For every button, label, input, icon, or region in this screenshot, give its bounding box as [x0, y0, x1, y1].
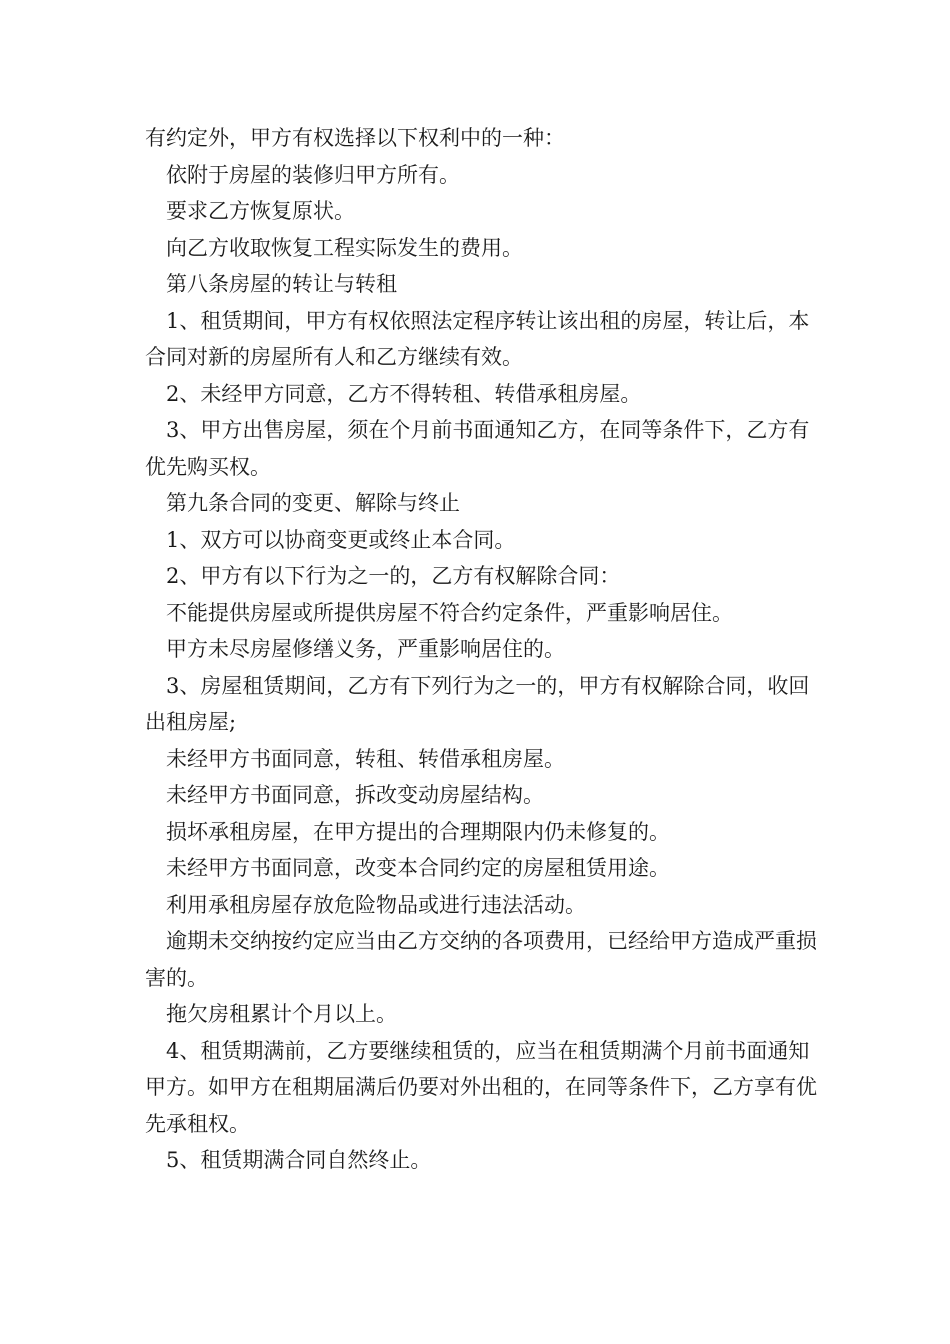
paragraph: 未经甲方书面同意，改变本合同约定的房屋租赁用途。 — [166, 856, 670, 880]
paragraph: 要求乙方恢复原状。 — [166, 199, 355, 223]
paragraph: 4、租赁期满前，乙方要继续租赁的，应当在租赁期满个月前书面通知甲方。如甲方在租期届满后仍要对外出租的，在同等条件下，乙方享有优先承租权。 — [145, 1038, 817, 1136]
paragraph: 1、租赁期间，甲方有权依照法定程序转让该出租的房屋，转让后，本合同对新的房屋所有人和乙方继续有效。 — [145, 308, 810, 369]
paragraph: 甲方未尽房屋修缮义务，严重影响居住的。 — [166, 637, 565, 661]
paragraph: 3、房屋租赁期间，乙方有下列行为之一的，甲方有权解除合同，收回出租房屋; — [145, 673, 810, 734]
section-heading: 第八条房屋的转让与转租 — [166, 272, 397, 296]
paragraph: 未经甲方书面同意，拆改变动房屋结构。 — [166, 783, 544, 807]
section-heading: 第九条合同的变更、解除与终止 — [166, 491, 460, 515]
paragraph: 有约定外，甲方有权选择以下权利中的一种： — [145, 126, 565, 150]
paragraph: 向乙方收取恢复工程实际发生的费用。 — [166, 235, 523, 260]
document-body — [145, 120, 825, 1179]
paragraph: 损坏承租房屋，在甲方提出的合理期限内仍未修复的。 — [166, 819, 670, 844]
paragraph: 拖欠房租累计个月以上。 — [166, 1002, 397, 1026]
paragraph: 5、租赁期满合同自然终止。 — [166, 1148, 432, 1172]
paragraph: 未经甲方书面同意，转租、转借承租房屋。 — [166, 746, 565, 771]
paragraph: 3、甲方出售房屋，须在个月前书面通知乙方，在同等条件下，乙方有优先购买权。 — [145, 418, 810, 479]
paragraph: 1、双方可以协商变更或终止本合同。 — [166, 527, 516, 552]
paragraph: 逾期未交纳按约定应当由乙方交纳的各项费用，已经给甲方造成严重损害的。 — [145, 929, 817, 990]
paragraph: 依附于房屋的装修归甲方所有。 — [166, 162, 460, 187]
paragraph: 2、甲方有以下行为之一的，乙方有权解除合同： — [166, 564, 621, 588]
paragraph: 不能提供房屋或所提供房屋不符合约定条件，严重影响居住。 — [166, 600, 733, 625]
paragraph: 2、未经甲方同意，乙方不得转租、转借承租房屋。 — [166, 381, 642, 406]
paragraph: 利用承租房屋存放危险物品或进行违法活动。 — [166, 892, 586, 917]
